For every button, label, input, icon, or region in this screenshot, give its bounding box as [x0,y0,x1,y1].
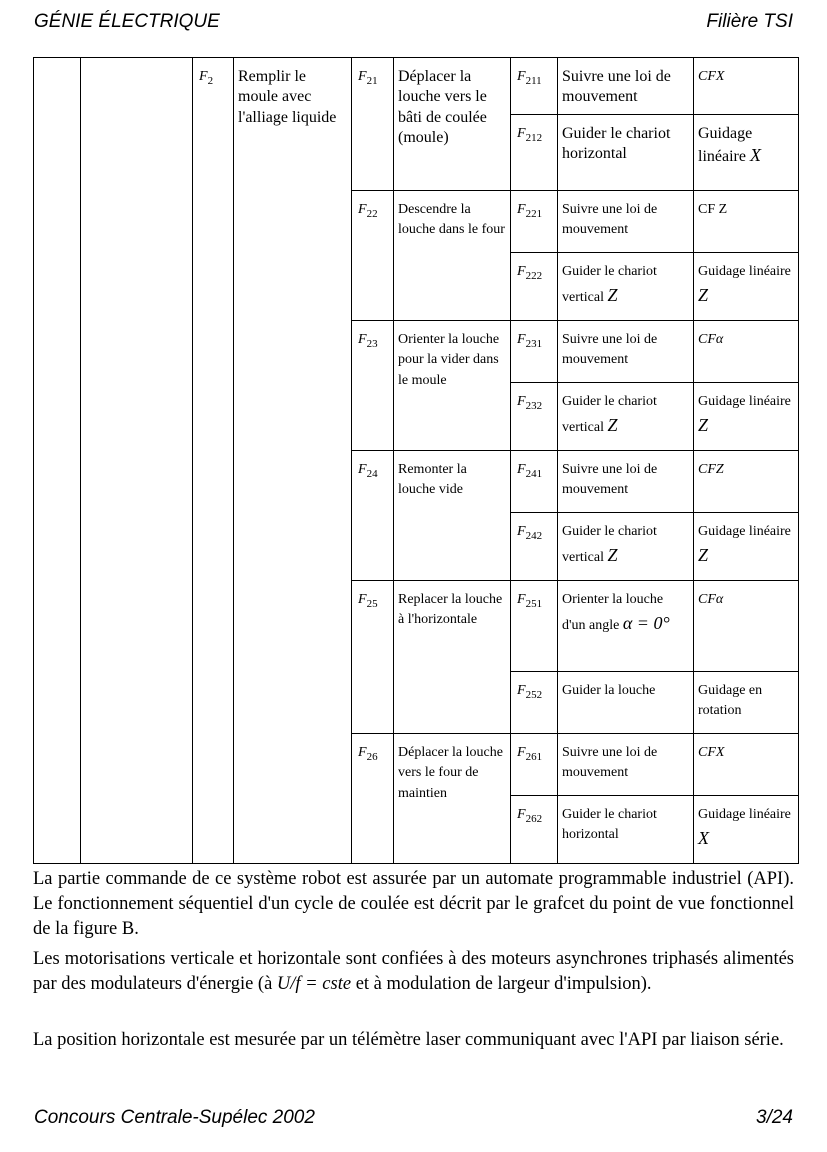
f232-code: $F_{232}$ [511,383,558,451]
f252-label: Guider la louche [558,672,694,734]
f26-label: Déplacer la louche vers le four de maintien [394,734,511,864]
footer-left: Concours Centrale-Supélec 2002 [34,1107,315,1128]
header-right: Filière TSI [706,11,793,32]
empty-column-1 [34,58,81,864]
page-number: 3/24 [756,1107,793,1128]
f221-solution: CF Z [694,191,799,253]
f261-label: Suivre une loi de mouvement [558,734,694,796]
f22-code: $F_{22}$ [352,191,394,321]
f25-code: $F_{25}$ [352,581,394,734]
f231-solution: CFα [694,321,799,383]
f251-code: $F_{251}$ [511,581,558,672]
f252-solution: Guidage en rotation [694,672,799,734]
f21-label: Déplacer la louche vers le bâti de coulée (moule) [394,58,511,191]
f261-code: $F_{261}$ [511,734,558,796]
f262-code: $F_{262}$ [511,796,558,864]
f261-solution: CFX [694,734,799,796]
f2-code: $F_2$ [193,58,234,864]
functional-analysis-table [33,57,799,864]
f222-solution: Guidage linéaire Z [694,253,799,321]
empty-column-2 [81,58,193,864]
f232-solution: Guidage linéaire Z [694,383,799,451]
f26-code: $F_{26}$ [352,734,394,864]
f242-solution: Guidage linéaire Z [694,513,799,581]
paragraph-control-system: La partie commande de ce système robot est assurée par un automate programmable industriel (API). Le fonctionnement séquentiel d'un cycle de coulée est décrit par le grafcet du point de vue fonctionnel de la figure B. [33,869,794,939]
paragraph-position-measure: La position horizontale est mesurée par un télémètre laser communiquant avec l'API par liaison série. [33,1030,784,1050]
f242-code: $F_{242}$ [511,513,558,581]
f25-label: Replacer la louche à l'horizontale [394,581,511,734]
f211-solution: CFX [694,58,799,115]
f231-label: Suivre une loi de mouvement [558,321,694,383]
f23-code: $F_{23}$ [352,321,394,451]
f221-label: Suivre une loi de mouvement [558,191,694,253]
f241-solution: CFZ [694,451,799,513]
f212-code: $F_{212}$ [511,115,558,191]
f262-label: Guider le chariot horizontal [558,796,694,864]
f21-code: $F_{21}$ [352,58,394,191]
f252-code: $F_{252}$ [511,672,558,734]
f251-solution: CFα [694,581,799,672]
table-row [34,58,799,115]
f212-label: Guider le chariot horizontal [558,115,694,191]
f251-label: Orienter la louche d'un angle α = 0° [558,581,694,672]
f22-label: Descendre la louche dans le four [394,191,511,321]
paragraph-motorisations: Les motorisations verticale et horizontale sont confiées à des moteurs asynchrones triphasés alimentés par des modulateurs d'énergie (à U/f = cste et à modulation de largeur d'impulsion). [33,949,794,994]
f211-code: $F_{211}$ [511,58,558,115]
header-left: GÉNIE ÉLECTRIQUE [34,11,220,32]
f231-code: $F_{231}$ [511,321,558,383]
f232-label: Guider le chariot vertical Z [558,383,694,451]
f242-label: Guider le chariot vertical Z [558,513,694,581]
f212-solution: Guidage linéaire X [694,115,799,191]
f221-code: $F_{221}$ [511,191,558,253]
f241-label: Suivre une loi de mouvement [558,451,694,513]
page-header [34,11,793,33]
f222-label: Guider le chariot vertical Z [558,253,694,321]
f24-label: Remonter la louche vide [394,451,511,581]
f23-label: Orienter la louche pour la vider dans le moule [394,321,511,451]
f222-code: $F_{222}$ [511,253,558,321]
f24-code: $F_{24}$ [352,451,394,581]
f211-label: Suivre une loi de mouvement [558,58,694,115]
page-footer [34,1107,793,1129]
f2-label: Remplir le moule avec l'alliage liquide [234,58,352,864]
f241-code: $F_{241}$ [511,451,558,513]
f262-solution: Guidage linéaire X [694,796,799,864]
